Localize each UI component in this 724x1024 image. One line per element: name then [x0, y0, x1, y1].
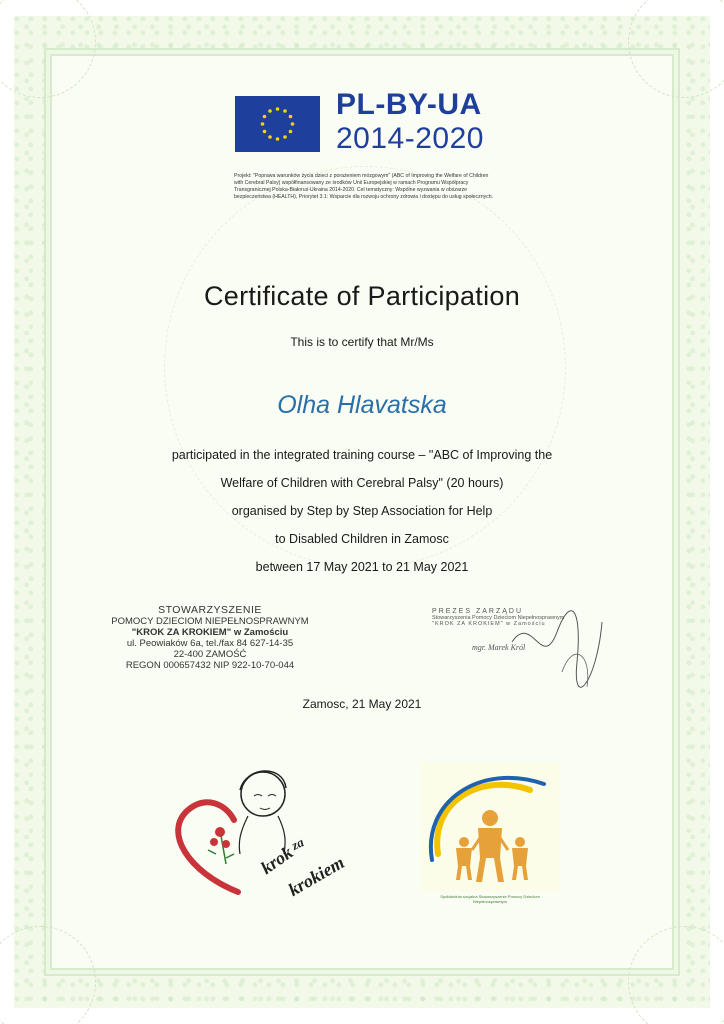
- handwritten-signature: [502, 602, 612, 692]
- participant-name: Olha Hlavatska: [277, 391, 447, 419]
- certificate-title: Certificate of Participation: [203, 281, 521, 311]
- course-line: Welfare of Children with Cerebral Palsy" (20 hours): [220, 476, 504, 490]
- signature-block: [432, 608, 607, 688]
- signed-name: mgr. Marek Król: [472, 643, 526, 652]
- logo-text: za: [289, 834, 306, 853]
- stamp-line: STOWARZYSZENIE: [158, 604, 262, 616]
- logo-text: krok: [257, 842, 297, 879]
- logo-text: krokiem: [284, 852, 348, 900]
- place-date: Zamosc, 21 May 2021: [302, 697, 422, 711]
- association-logo: [420, 762, 560, 912]
- stamp-line: ul. Peowiaków 6a, tel./fax 84 627-14-35: [126, 638, 294, 649]
- program-years: 2014-2020: [336, 122, 484, 155]
- date-range-line: between 17 May 2021 to 21 May 2021: [255, 560, 469, 574]
- organization-stamp: [104, 605, 316, 671]
- funding-fineprint: Projekt: "Poprawa warunków życia dzieci z porażeniem mózgowym" (ABC of Improving the Welfare of Children with Cerebral Palsy) współfinansowany ze środków Unii Europejskiej w ramach Programu Współpracy Transgranicznej Polska-Białoruś-Ukraina 2014-2020. Cel tematyczny: Wspólne wyzwania w obszarze bezpieczeństwa (HEALTH), Priorytet 3.1: Wsparcie dla rozwoju ochrony zdrowia i dostępu do usług społecznych.: [234, 173, 494, 200]
- eu-flag-logo: [235, 96, 320, 152]
- certificate-intro: This is to certify that Mr/Ms: [290, 335, 434, 349]
- organiser-line: to Disabled Children in Zamosc: [275, 532, 449, 546]
- stamp-line: 22-400 ZAMOŚĆ: [173, 649, 247, 660]
- course-line: participated in the integrated training course – "ABC of Improving the: [171, 448, 553, 462]
- stamp-line: POMOCY DZIECIOM NIEPEŁNOSPRAWNYM: [111, 616, 309, 627]
- program-name: PL-BY-UA: [336, 88, 482, 121]
- stamp-line: "KROK ZA KROKIEM" w Zamościu: [131, 627, 289, 638]
- logo-caption: Spółdzielnia socjalna Stowarzyszenie Pomocy Dzieciom Niepełnosprawnym: [440, 894, 540, 904]
- krok-za-krokiem-logo: [168, 762, 388, 912]
- signature-stamp-line: Stowarzyszenia Pomocy Dzieciom Niepełnosprawnym: [432, 615, 565, 621]
- signature-stamp-line: PREZES ZARZĄDU: [432, 608, 524, 615]
- organiser-line: organised by Step by Step Association for Help: [231, 504, 493, 518]
- signature-stamp-line: "KROK ZA KROKIEM" w Zamościu: [432, 621, 546, 627]
- stamp-line: REGON 000657432 NIP 922-10-70-044: [125, 660, 295, 671]
